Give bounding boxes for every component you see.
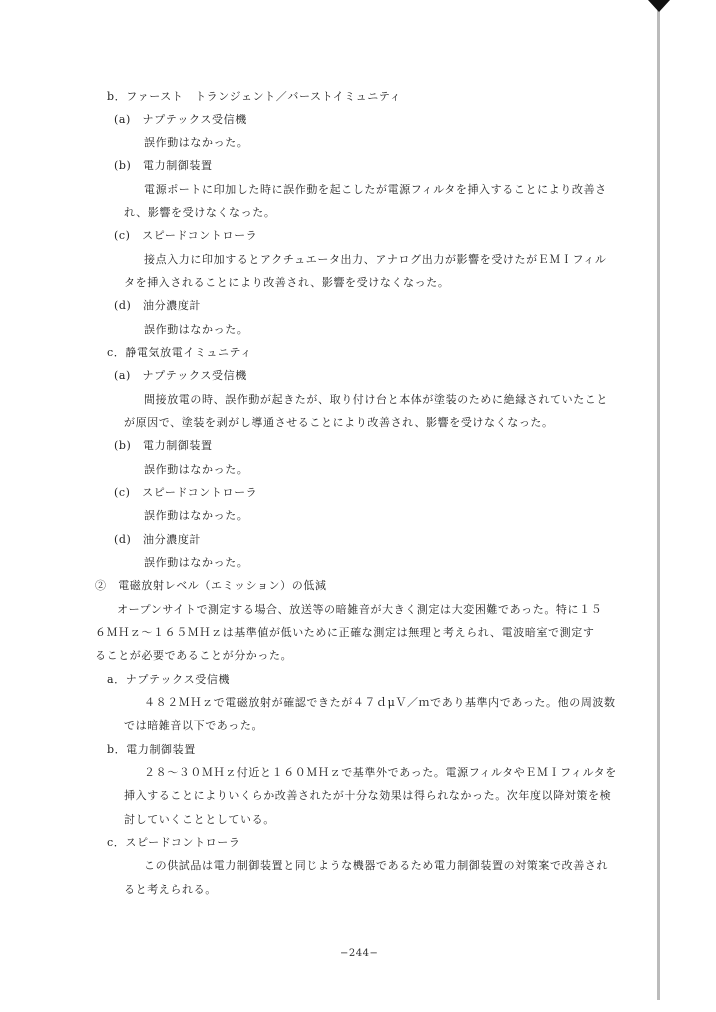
paragraph-line: ６ＭＨｚ～１６５ＭＨｚは基準値が低いために正確な測定は無理と考えられ、電波暗室で測定す [95, 626, 595, 639]
paragraph-line: 誤作動はなかった。 [144, 556, 249, 569]
paragraph-line: タを挿入されることにより改善され、影響を受けなくなった。 [124, 276, 450, 289]
paragraph-line: 誤作動はなかった。 [144, 509, 249, 522]
page-number: −244− [340, 948, 379, 959]
paragraph-line: 挿入することによりいくらか改善されたが十分な効果は得られなかった。次年度以降対策を検 [124, 789, 612, 802]
item-heading: (a) ナプテックス受信機 [114, 369, 247, 382]
item-heading: (c) スピードコントローラ [114, 229, 258, 242]
paragraph-line: では暗雑音以下であった。 [124, 719, 264, 732]
item-heading: (d) 油分濃度計 [114, 299, 202, 312]
binding-line [657, 10, 660, 1000]
item-heading: (b) 電力制御装置 [114, 159, 213, 172]
paragraph-line: 電源ポートに印加した時に誤作動を起こしたが電源フィルタを挿入することにより改善さ [144, 183, 607, 196]
section-heading: c．スピードコントローラ [107, 836, 241, 849]
paragraph-line: オープンサイトで測定する場合、放送等の暗雑音が大きく測定は大変困難であった。特に１５ [117, 603, 603, 616]
paragraph-line: 誤作動はなかった。 [144, 323, 249, 336]
binding-mark-icon [648, 0, 670, 12]
chapter-heading: ② 電磁放射レベル（エミッション）の低減 [95, 579, 327, 592]
item-heading: (c) スピードコントローラ [114, 486, 258, 499]
paragraph-line: が原因で、塗装を剥がし導通させることにより改善され、影響を受けなくなった。 [124, 416, 554, 429]
paragraph-line: れ、影響を受けなくなった。 [124, 206, 276, 219]
item-heading: (a) ナプテックス受信機 [114, 113, 247, 126]
paragraph-line: ると考えられる。 [124, 883, 217, 896]
paragraph-line: 間接放電の時、誤作動が起きたが、取り付け台と本体が塗装のために絶縁されていたこと [144, 393, 608, 406]
section-heading: b．ファースト トランジェント／バーストイミュニティ [107, 90, 402, 103]
paragraph-line: ることが必要であることが分かった。 [95, 649, 293, 662]
paragraph-line: 誤作動はなかった。 [144, 136, 249, 149]
section-heading: a．ナプテックス受信機 [107, 673, 231, 686]
item-heading: (d) 油分濃度計 [114, 533, 202, 546]
item-heading: (b) 電力制御装置 [114, 439, 213, 452]
paragraph-line: 討していくこととしている。 [124, 813, 275, 826]
paragraph-line: ２８～３０ＭＨｚ付近と１６０ＭＨｚで基準外であった。電源フィルタやＥＭＩフィルタを [144, 766, 617, 779]
section-heading: c．静電気放電イミュニティ [107, 346, 252, 359]
paragraph-line: ４８２ＭＨｚで電磁放射が確認できたが４７ｄμＶ／ｍであり基準内であった。他の周波数 [144, 696, 616, 709]
paragraph-line: 接点入力に印加するとアクチュエータ出力、アナログ出力が影響を受けたがＥＭＩフィル [144, 253, 607, 266]
section-heading: b．電力制御装置 [107, 743, 196, 756]
paragraph-line: 誤作動はなかった。 [144, 463, 249, 476]
paragraph-line: この供試品は電力制御装置と同じような機器であるため電力制御装置の対策案で改善され [144, 859, 608, 872]
